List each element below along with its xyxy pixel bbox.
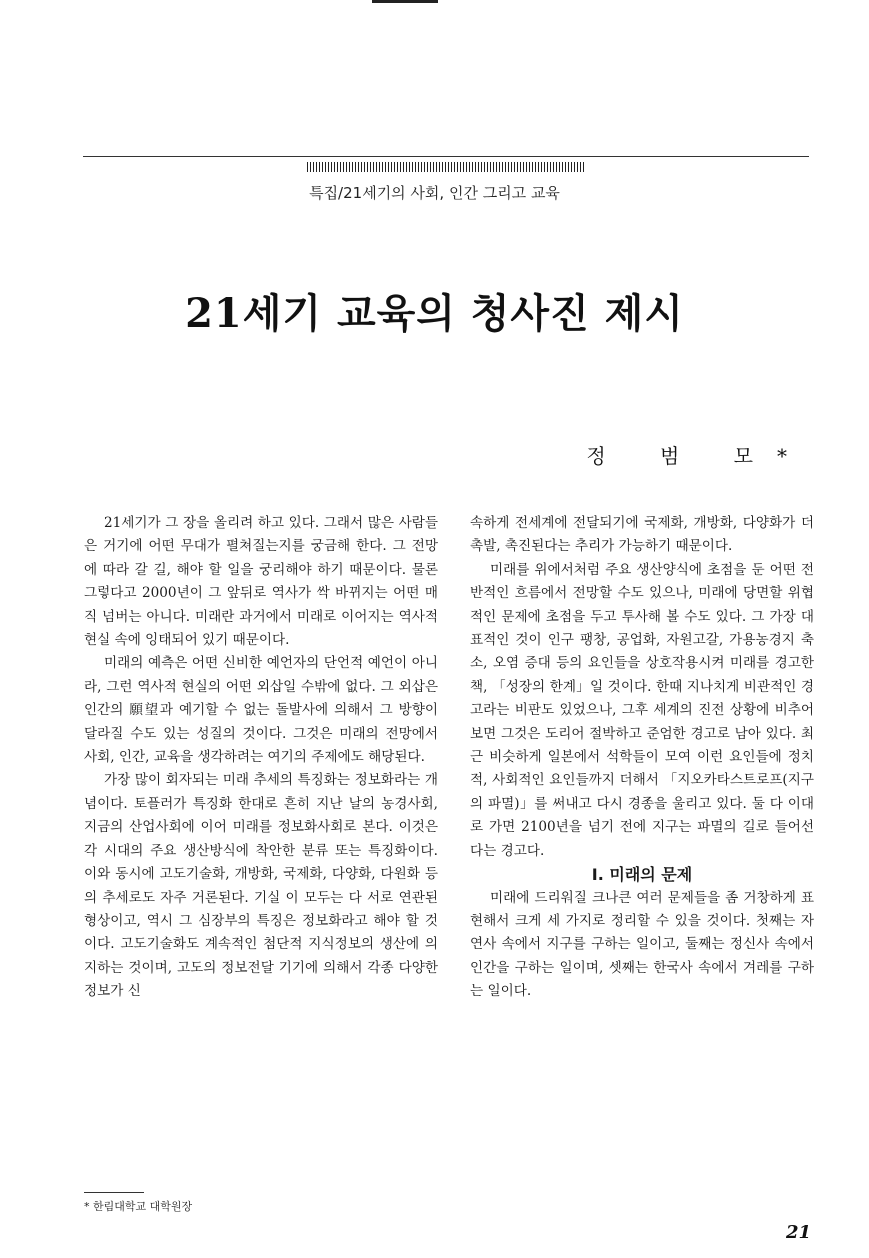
paragraph-continuation: 속하게 전세계에 전달되기에 국제화, 개방화, 다양화가 더 촉발, 촉진된다는 추리가 가능하기 때문이다. [470, 515, 814, 555]
paragraph: 21세기가 그 장을 올리려 하고 있다. 그래서 많은 사람들은 거기에 어떤 무대가 펼쳐질는지를 궁금해 한다. 그 전망에 따라 갈 길, 해야 할 일을 궁리해야 하기 때문이다. 물론 그렇다고 2000년이 그 앞뒤로 역사가 싹 바뀌지는 어떤 매직 넘버는 아니다. 미래란 과거에서 미래로 이어지는 역사적 현실 속에 잉태되어 있기 때문이다. [84, 515, 438, 649]
right-column [470, 512, 814, 1004]
section-heading: Ⅰ. 미래의 문제 [591, 865, 693, 885]
header-rule [83, 156, 809, 157]
paragraph: 가장 많이 회자되는 미래 추세의 특징화는 정보화라는 개념이다. 토플러가 특징화 한대로 흔히 지난 날의 농경사회, 지금의 산업사회에 이어 미래를 정보화사회로 본다. 이것은 각 시대의 주요 생산방식에 착안한 분류 또는 특징화이다. 이와 동시에 고도기술화, 개방화, 국제화, 다양화, 다원화 등의 추세로도 자주 거론된다. 기실 이 모두는 다 서로 연관된 형상이고, 역시 그 심장부의 특징은 정보화라고 해야 할 것이다. 고도기술화도 계속적인 첨단적 지식정보의 생산에 의지하는 것이며, 고도의 정보전달 기기에 의해서 각종 다양한 정보가 신 [84, 772, 438, 1000]
paragraph: 미래의 예측은 어떤 신비한 예언자의 단언적 예언이 아니라, 그런 역사적 현실의 어떤 외삽일 수밖에 없다. 그 외삽은 인간의 願望과 예기할 수 없는 돌발사에 의해서 그 방향이 달라질 수도 있는 성질의 것이다. 그것은 미래의 전망에서 사회, 인간, 교육을 생각하려는 여기의 주제에도 해당된다. [84, 655, 438, 766]
header-hatch-ornament [307, 162, 584, 172]
left-column [84, 512, 438, 1004]
article-author: 정 범 모* [586, 444, 811, 468]
article-title: 21세기 교육의 청사진 제시 [185, 290, 684, 337]
top-rule-stub [372, 0, 438, 3]
special-issue-label: 특집/21세기의 사회, 인간 그리고 교육 [309, 184, 560, 202]
paragraph: 미래를 위에서처럼 주요 생산양식에 초점을 둔 어떤 전반적인 흐름에서 전망할 수도 있으나, 미래에 당면할 위협적인 문제에 초점을 두고 투사해 볼 수도 있다. 그 가장 대표적인 것이 인구 팽창, 공업화, 자원고갈, 가용농경지 축소, 오염 증대 등의 요인들을 상호작용시켜 미래를 경고한 책, 「성장의 한계」일 것이다. 한때 지나치게 비관적인 경고라는 비판도 있었으나, 그후 세계의 진전 상황에 비추어 보면 그것은 도리어 절박하고 준엄한 경고로 남아 있다. 최근 비슷하게 일본에서 석학들이 모여 이런 요인들에 정치적, 사회적인 요인들까지 더해서 「지오카타스트로프(지구의 파멸)」를 써내고 다시 경종을 울리고 있다. 둘 다 이대로 가면 2100년을 넘기 전에 지구는 파멸의 길로 들어선다는 경고다. [470, 561, 814, 859]
footnote-rule [84, 1192, 144, 1193]
page-number: 21 [785, 1222, 811, 1243]
footnote: * 한림대학교 대학원장 [84, 1200, 193, 1213]
paragraph: 미래에 드리워질 크나큰 여러 문제들을 좀 거창하게 표현해서 크게 세 가지로 정리할 수 있을 것이다. 첫째는 자연사 속에서 지구를 구하는 일이고, 둘째는 정신사 속에서 인간을 구하는 일이며, 셋째는 한국사 속에서 겨레를 구하는 일이다. [470, 889, 814, 1000]
